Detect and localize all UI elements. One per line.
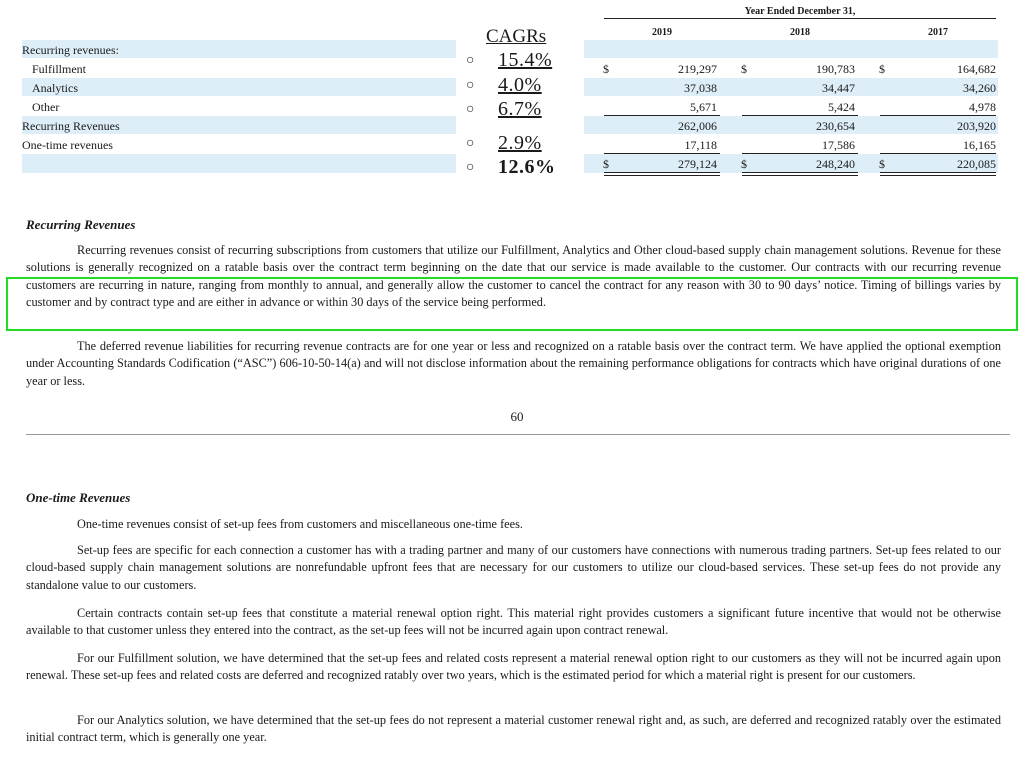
total-rule [880, 153, 996, 154]
dollar-sign: $ [741, 157, 747, 171]
cell-value: 203,920 [957, 119, 996, 133]
cagr-bullet: ○ [466, 53, 475, 68]
total-rule [604, 153, 720, 154]
onetime-paragraph: Set-up fees are specific for each connection a customer has with a trading partner and many of our customers have connections with numerous trading partners. Set-up fees related to our cloud-based supply chain management solutions are nonrefundable upfront fees that are necessary for our customers to utilize our cloud-based services. These set-up fees do not provide any standalone value to our customers. [26, 543, 1001, 592]
dollar-sign: $ [879, 157, 885, 171]
row-label: Recurring revenues: [22, 43, 119, 57]
recurring-para1-text: Recurring revenues consist of recurring subscriptions from customers that utilize our Fulfillment, Analytics and Other cloud-based supply chain management solutions. Revenue for these solutions is generally recognized on a ratable basis over the contract term beginning on the date that our service is made available to the customer. [26, 243, 1001, 275]
year-header-2018: 2018 [790, 27, 810, 38]
double-underline [880, 175, 996, 176]
page-number: 60 [510, 409, 524, 424]
year-header-2019: 2019 [652, 27, 672, 38]
period-header: Year Ended December 31, [744, 6, 856, 17]
cell-value: 219,297 [678, 62, 717, 76]
row-label: One-time revenues [22, 138, 113, 152]
recurring-para1-highlight-text: Our contracts with our recurring revenue customers are recurring in nature, ranging from monthly to annual, and generally allow the customer to cancel the contract for any reason with 30 to 90 days’ notice. Timing of billings varies by customer and by contract type and are either in advance or within 30 days of the service being performed. [26, 260, 1001, 309]
row-label: Fulfillment [32, 62, 86, 76]
dollar-sign: $ [603, 62, 609, 76]
cagr-other: 6.7% [498, 98, 542, 120]
cell-value: 5,671 [690, 100, 717, 114]
onetime-paragraph: For our Analytics solution, we have determined that the set-up fees do not represent a material customer renewal right and, as such, are deferred and recognized ratably over the estimated initial contract term, which is generally one year. [26, 713, 1001, 745]
cagr-total: 12.6% [498, 156, 556, 178]
cagr-fulfillment: 15.4% [498, 49, 553, 71]
row-label: Analytics [32, 81, 78, 95]
cell-value: 5,424 [828, 100, 855, 114]
onetime-paragraph: Certain contracts contain set-up fees that constitute a material renewal option right. This material right provides customers a significant future incentive that would not be otherwise available to that customer unless they entered into the contract, as the set-up fees will not be incurred again upon contract renewal. [26, 606, 1001, 638]
cell-value: 34,260 [963, 81, 996, 95]
cell-value: 34,447 [822, 81, 855, 95]
cagr-bullet: ○ [466, 136, 475, 151]
row-label: Recurring Revenues [22, 119, 120, 133]
row-band [22, 78, 456, 96]
double-underline [742, 175, 858, 176]
cell-value: 17,586 [822, 138, 855, 152]
cell-value: 279,124 [678, 157, 717, 171]
highlight-box [6, 277, 1018, 331]
page-divider [26, 434, 1010, 435]
header-rule [604, 18, 996, 19]
cell-value: 220,085 [957, 157, 996, 171]
row-band [22, 154, 456, 173]
cagr-title: CAGRs [486, 26, 547, 47]
cell-value: 16,165 [963, 138, 996, 152]
subtotal-rule [604, 115, 720, 116]
cagr-analytics: 4.0% [498, 74, 542, 96]
dollar-sign: $ [603, 157, 609, 171]
cagr-onetime: 2.9% [498, 132, 542, 154]
row-band [584, 40, 998, 58]
year-header-2017: 2017 [928, 27, 948, 38]
cell-value: 248,240 [816, 157, 855, 171]
cagr-bullet: ○ [466, 160, 475, 175]
row-label: Other [32, 100, 60, 114]
cell-value: 230,654 [816, 119, 855, 133]
onetime-heading: One-time Revenues [26, 490, 131, 505]
double-underline [880, 172, 996, 173]
dollar-sign: $ [879, 62, 885, 76]
double-underline [742, 172, 858, 173]
cell-value: 164,682 [957, 62, 996, 76]
cell-value: 4,978 [969, 100, 996, 114]
cell-value: 262,006 [678, 119, 717, 133]
recurring-heading: Recurring Revenues [26, 217, 136, 232]
cagr-bullet: ○ [466, 102, 475, 117]
subtotal-rule [880, 115, 996, 116]
recurring-paragraph-2: The deferred revenue liabilities for recurring revenue contracts are for one year or less and recognized on a ratable basis over the contract term. We have applied the optional exemption under Accounting Standards Codification (“ASC”) 606-10-50-14(a) and will not disclose information about the remaining performance obligations for contracts which have original durations of one year or less. [26, 339, 1001, 388]
dollar-sign: $ [741, 62, 747, 76]
total-rule [742, 153, 858, 154]
onetime-paragraph: For our Fulfillment solution, we have determined that the set-up fees and related costs represent a material renewal option right to our customers as they will not be incurred again upon renewal. These set-up fees and related costs are deferred and recognized ratably over two years, which is the estimated period for which a material right is present for our customers. [26, 651, 1001, 683]
double-underline [604, 172, 720, 173]
cagr-bullet: ○ [466, 78, 475, 93]
cell-value: 190,783 [816, 62, 855, 76]
cell-value: 17,118 [684, 138, 717, 152]
double-underline [604, 175, 720, 176]
subtotal-rule [742, 115, 858, 116]
onetime-paragraph: One-time revenues consist of set-up fees from customers and miscellaneous one-time fees. [77, 517, 523, 531]
cell-value: 37,038 [684, 81, 717, 95]
